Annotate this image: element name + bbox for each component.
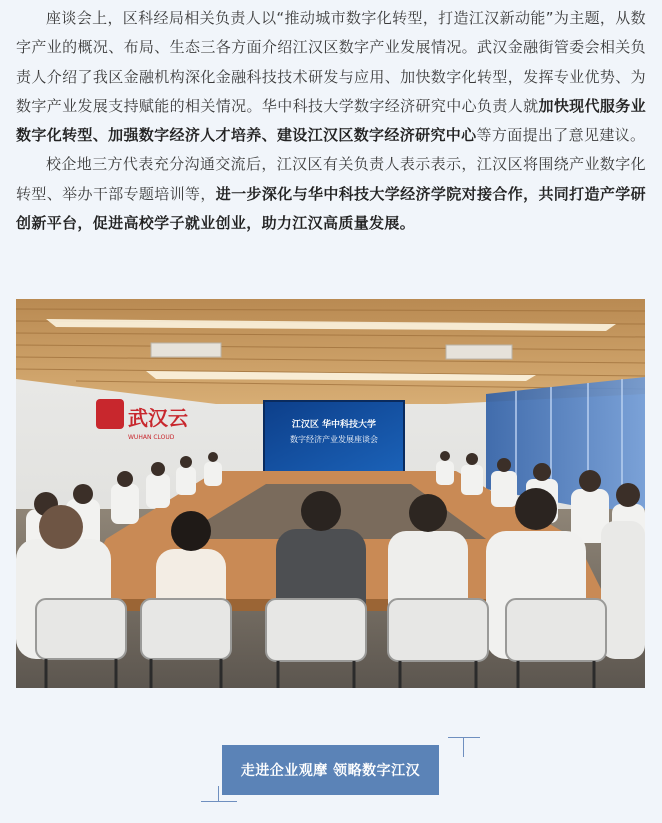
meeting-photo-illustration [16,299,645,688]
section-heading-label: 走进企业观摩 领略数字江汉 [240,763,421,779]
meeting-photo [16,299,645,688]
section-heading-banner [222,745,439,795]
paragraph-1-text-a: 座谈会上，区科经局相关负责人以“推动城市数字化转型，打造江汉新动能”为主题，从数字产业的概况、布局、生态三各方面介绍江汉区数字产业发展情况。武汉金融街管委会相关负责人介绍了我区金融机构深化金融科技技术研发与应用、加快数字化转型，发挥专业优势、为数字产业发展支持赋能的相关情况。华中科技大学数字经济研究中心负责人就 [16,9,646,115]
paragraph-2-bold: 进一步深化与华中科技大学经济学院对接合作，共同打造产学研创新平台，促进高校学子就业创业，助力江汉高质量发展。 [16,184,646,233]
logo-text: 武汉云 [128,406,188,430]
screen-title-line2: 数字经济产业发展座谈会 [290,435,378,444]
paragraph-1-text-b: 等方面提出了意见建议。 [476,126,646,145]
banner-corner-top-right-vertical [463,737,464,757]
banner-corner-bottom-left-vertical [218,786,219,802]
paragraph-1-bold: 加快现代服务业数字化转型、加强数字经济人才培养、建设江汉区数字经济研究中心 [16,96,647,145]
banner-corner-top-right-horizontal [448,737,480,738]
paragraph-2-text-a: 校企地三方代表充分沟通交流后，江汉区有关负责人表示表示，江汉区将围绕产业数字化转型、举办干部专题培训等， [16,155,646,203]
paragraph-1 [16,4,646,150]
screen-title-line1: 江汉区 华中科技大学 [291,420,377,430]
paragraph-2 [16,150,646,238]
article-body [16,4,646,238]
logo-subtext: WUHAN CLOUD [128,434,175,441]
banner-corner-bottom-left-horizontal [201,801,237,802]
